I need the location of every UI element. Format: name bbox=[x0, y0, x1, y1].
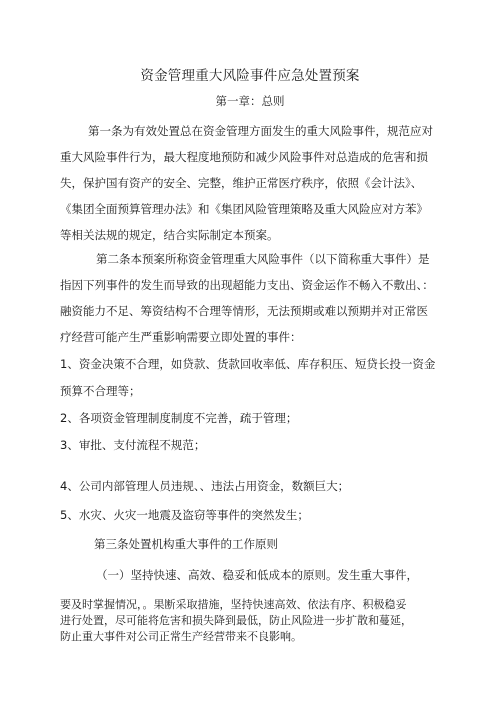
paragraph-line: 《集团全面预算管理办法》和《集团风险管理策略及重大风险应对方苯》 bbox=[60, 202, 428, 216]
paragraph-line: 等相关法规的规定，结合实际制定本预案。 bbox=[60, 228, 279, 242]
paragraph-line: 进行处置，尽可能将危害和损失降到最低，防止风险进一步扩散和蔓延， bbox=[60, 614, 412, 627]
chapter-heading: 第一章：总则 bbox=[215, 94, 285, 108]
paragraph-line: 要及时掌握情况，。果断采取措施，坚持快速高效、依法有序、积极稳妥 bbox=[60, 598, 407, 611]
list-item: 1、资金决策不合理，如贷款、货款回收率低、库存积压、短贷长投一资金 bbox=[60, 357, 436, 371]
list-item: 4、公司内部管理人员违规、、违法占用资金，数额巨大； bbox=[60, 479, 350, 493]
list-item: 预算不合理等； bbox=[60, 384, 141, 398]
paragraph-line: 第一条为有效处置总在资金管理方面发生的重大风险事件，规范应对 bbox=[88, 124, 433, 138]
section-heading: 第三条处置机构重大事件的工作原则 bbox=[94, 537, 278, 551]
paragraph-line: 失，保护国有资产的安全、完整，维护正常医疗秩序，依照《会计法》、 bbox=[60, 176, 423, 190]
list-item: 5、水灾、火灾一地震及盗窃等事件的突然发生； bbox=[60, 508, 309, 522]
paragraph-line: 防止重大事件对公司正常生产经营带来不良影响。 bbox=[60, 630, 302, 643]
list-item: 3、审批、支付流程不规范； bbox=[60, 438, 206, 452]
paragraph-line: （一）坚持快速、高效、稳妥和低成本的原则。发生重大事件， bbox=[96, 568, 418, 582]
paragraph-line: 第二条本预案所称资金管理重大风险事件（以下简称重大事件）是 bbox=[96, 252, 430, 266]
paragraph-line: 指因下列事件的发生而导致的出现超能力支出、资金运作不畅入不敷出、： bbox=[60, 278, 434, 292]
paragraph-line: 疗经营可能产生严重影响需要立即处置的事件： bbox=[60, 330, 302, 344]
document-title: 资金管理重大风险事件应急处置预案 bbox=[140, 68, 360, 84]
paragraph-line: 融资能力不足、筹资结构不合理等情形，无法预期或难以预期并对正常医 bbox=[60, 304, 428, 318]
paragraph-line: 重大风险事件行为，最大程度地预防和减少风险事件对总造成的危害和损 bbox=[60, 150, 428, 164]
list-item: 2、各项资金管理制度制度不完善，疏于管理； bbox=[60, 411, 298, 425]
